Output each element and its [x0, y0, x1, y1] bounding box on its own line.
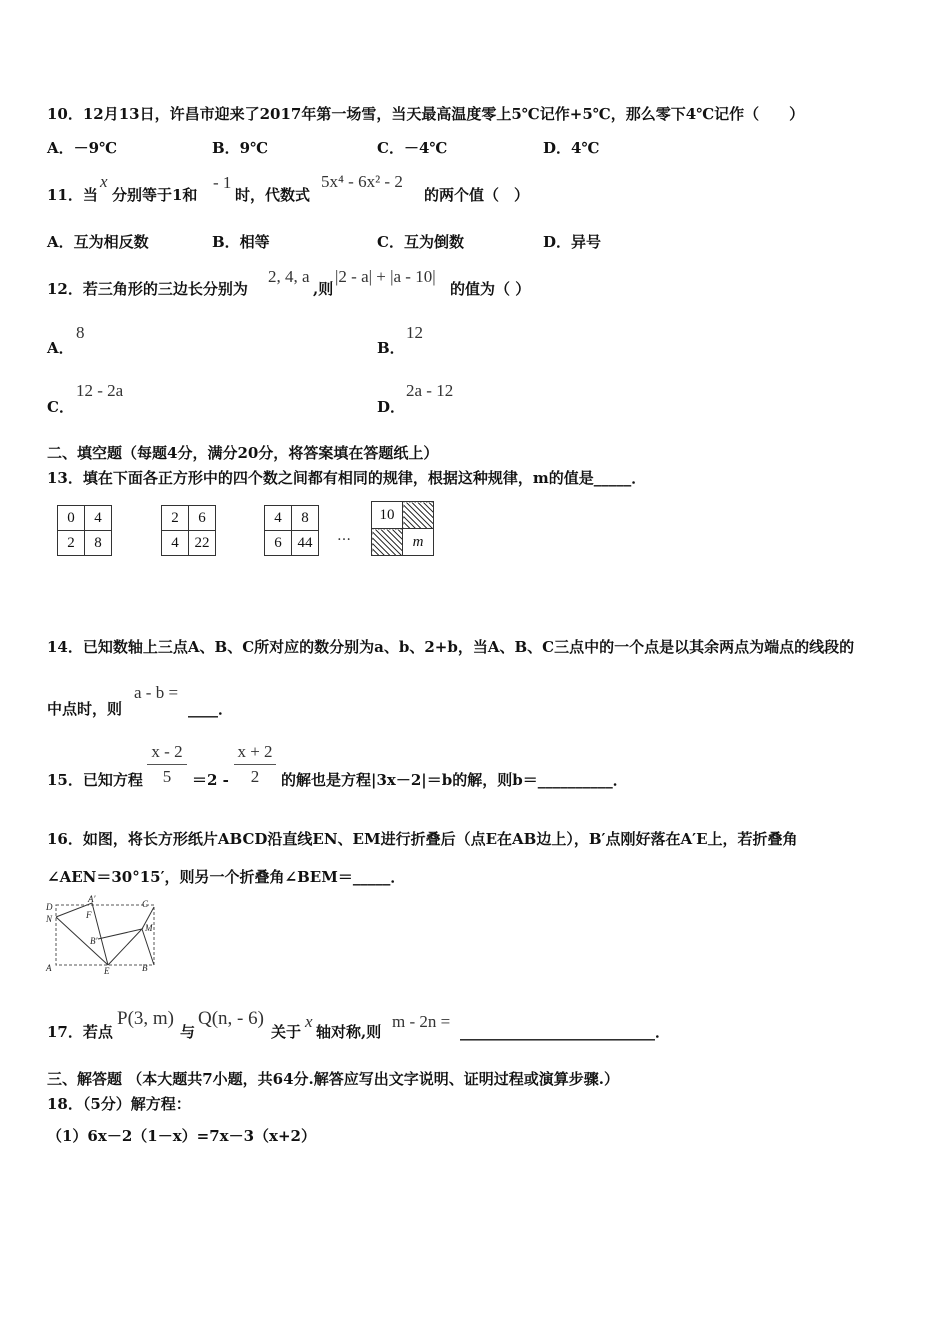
- q13-stem: 13．填在下面各正方形中的四个数之间都有相同的规律，根据这种规律，m的值是_____．: [47, 469, 647, 487]
- q10-option-a: A．－9℃: [47, 139, 118, 157]
- q13-hatched-cell: [403, 502, 434, 529]
- q13-square-2-bl: 4: [162, 531, 189, 556]
- q12-option-b-value: 12: [406, 323, 423, 342]
- q12-option-b-label: B．: [377, 339, 405, 357]
- q11-stem-mid: 分别等于1和: [112, 186, 198, 204]
- q16-stem-line1: 16．如图，将长方形纸片ABCD沿直线EN、EM进行折叠后（点E在AB边上），B′点刚好落在A′E上，若折叠角: [47, 830, 798, 848]
- q12-option-c-label: C．: [47, 398, 74, 416]
- q12-option-a-label: A．: [47, 339, 74, 357]
- q16-label-b-prime: B′: [90, 936, 98, 946]
- q16-label-m: M: [145, 923, 153, 933]
- q12-stem-mid: ,则: [313, 280, 334, 298]
- q16-stem-line2: ∠AEN＝30°15′，则另一个折叠角∠BEM＝_____．: [47, 868, 406, 886]
- q18-title: 18．（5分）解方程：: [47, 1095, 191, 1113]
- q16-label-e: E: [104, 966, 110, 976]
- q13-square-3-bl: 6: [265, 531, 292, 556]
- section3-title: 三、解答题 （本大题共7小题，共64分.解答应写出文字说明、证明过程或演算步骤.）: [47, 1070, 619, 1088]
- q10-stem: 10．12月13日，许昌市迎来了2017年第一场雪，当天最高温度零上5℃记作+5℃，那么零下4℃记作（ ）: [47, 105, 805, 123]
- q16-label-c: C: [142, 899, 149, 909]
- q12-option-c-value: 12 - 2a: [76, 381, 124, 400]
- q12-expression: |2 - a| + |a - 10|: [335, 267, 436, 286]
- q13-square-2-tl: 2: [162, 506, 189, 531]
- q15-stem-end: 的解也是方程|3x－2|＝b的解，则b＝__________．: [281, 771, 628, 789]
- q15-stem-start: 15．已知方程: [47, 771, 143, 789]
- q12-option-a-value: 8: [76, 323, 85, 342]
- q14-stem-line2: 中点时，则: [47, 700, 123, 718]
- q16-label-a: A: [46, 963, 52, 973]
- q15-stem-mid: ＝2 -: [192, 771, 229, 789]
- q13-square-3-br: 44: [292, 531, 319, 556]
- q13-square-3-tr: 8: [292, 506, 319, 531]
- q12-stem-end: 的值为（ ）: [450, 280, 531, 298]
- q13-ellipsis: …: [337, 528, 351, 544]
- q13-square-1: [57, 505, 112, 556]
- q16-label-b: B: [142, 963, 148, 973]
- q10-option-c: C．－4℃: [377, 139, 448, 157]
- q13-square-2-br: 22: [189, 531, 216, 556]
- q17-blank: __________________________．: [460, 1023, 671, 1041]
- q16-fold-edge: [56, 917, 108, 965]
- q11-neg-one: - 1: [213, 173, 232, 192]
- q17-stem-mid2: 关于: [271, 1023, 302, 1041]
- q15-fraction-1-denominator: 5: [162, 767, 172, 786]
- q15-fraction-1-numerator: x - 2: [147, 742, 187, 765]
- q13-square-1-bl: 2: [58, 531, 85, 556]
- q11-option-d: D．异号: [543, 233, 602, 251]
- q11-stem-start: 11．当: [47, 186, 98, 204]
- q16-label-n: N: [46, 914, 53, 924]
- q14-stem-line1: 14．已知数轴上三点A、B、C所对应的数分别为a、b、2+b，当A、B、C三点中的一个点是以其余两点为端点的线段的: [47, 638, 855, 656]
- q11-option-b: B．相等: [212, 233, 270, 251]
- q16-fold-line-en: [56, 903, 108, 965]
- q17-expression: m - 2n =: [392, 1012, 451, 1031]
- q13-square-1-tr: 4: [85, 506, 112, 531]
- q15-fraction-2-numerator: x + 2: [234, 742, 276, 765]
- q17-stem-mid3: 轴对称,则: [316, 1023, 382, 1041]
- q14-expression: a - b =: [134, 683, 179, 702]
- q17-stem-mid: 与: [180, 1023, 196, 1041]
- q10-option-d: D．4℃: [543, 139, 600, 157]
- q17-var-x: x: [305, 1012, 313, 1031]
- q16-label-d: D: [46, 902, 53, 912]
- q16-figure: [42, 895, 160, 977]
- q16-fold-line-em: [98, 929, 142, 965]
- q13-square-3: [264, 505, 319, 556]
- q11-option-c: C．互为倒数: [377, 233, 464, 251]
- q14-blank: ____．: [188, 700, 234, 718]
- section2-title: 二、填空题（每题4分，满分20分，将答案填在答题纸上）: [47, 444, 439, 462]
- q13-square-1-tl: 0: [58, 506, 85, 531]
- q11-stem-end: 的两个值（ ）: [424, 186, 530, 204]
- q13-square-2-tr: 6: [189, 506, 216, 531]
- q12-stem-start: 12．若三角形的三边长分别为: [47, 280, 248, 298]
- q13-square-last: [371, 501, 434, 556]
- q13-square-2: [161, 505, 216, 556]
- q16-edge-mb: [142, 929, 154, 965]
- q13-square-1-br: 8: [85, 531, 112, 556]
- q15-fraction-2: [234, 742, 276, 787]
- q16-label-a-prime: A′: [88, 895, 96, 904]
- q17-point-q: Q(n, - 6): [198, 1008, 264, 1029]
- q12-option-d-value: 2a - 12: [406, 381, 454, 400]
- q13-square-last-br: m: [403, 529, 434, 556]
- q16-rectangle-outline: [56, 905, 154, 965]
- q13-square-last-tl: 10: [372, 502, 403, 529]
- q16-label-f: F: [86, 910, 92, 920]
- q13-hatched-cell: [372, 529, 403, 556]
- q15-fraction-1: [147, 742, 187, 787]
- q11-var-x: x: [100, 172, 108, 191]
- q11-expression: 5x⁴ - 6x² - 2: [321, 172, 403, 191]
- q18-sub1: （1）6x－2（1－x）=7x－3（x+2）: [47, 1127, 316, 1145]
- q17-stem-start: 17．若点: [47, 1023, 113, 1041]
- q12-option-d-label: D．: [377, 398, 406, 416]
- q11-option-a: A．互为相反数: [47, 233, 149, 251]
- q10-option-b: B．9℃: [212, 139, 269, 157]
- q12-sides: 2, 4, a: [268, 267, 310, 286]
- q13-square-3-tl: 4: [265, 506, 292, 531]
- q17-point-p: P(3, m): [117, 1008, 174, 1029]
- q15-fraction-2-denominator: 2: [250, 767, 260, 786]
- q11-stem-mid2: 时，代数式: [235, 186, 311, 204]
